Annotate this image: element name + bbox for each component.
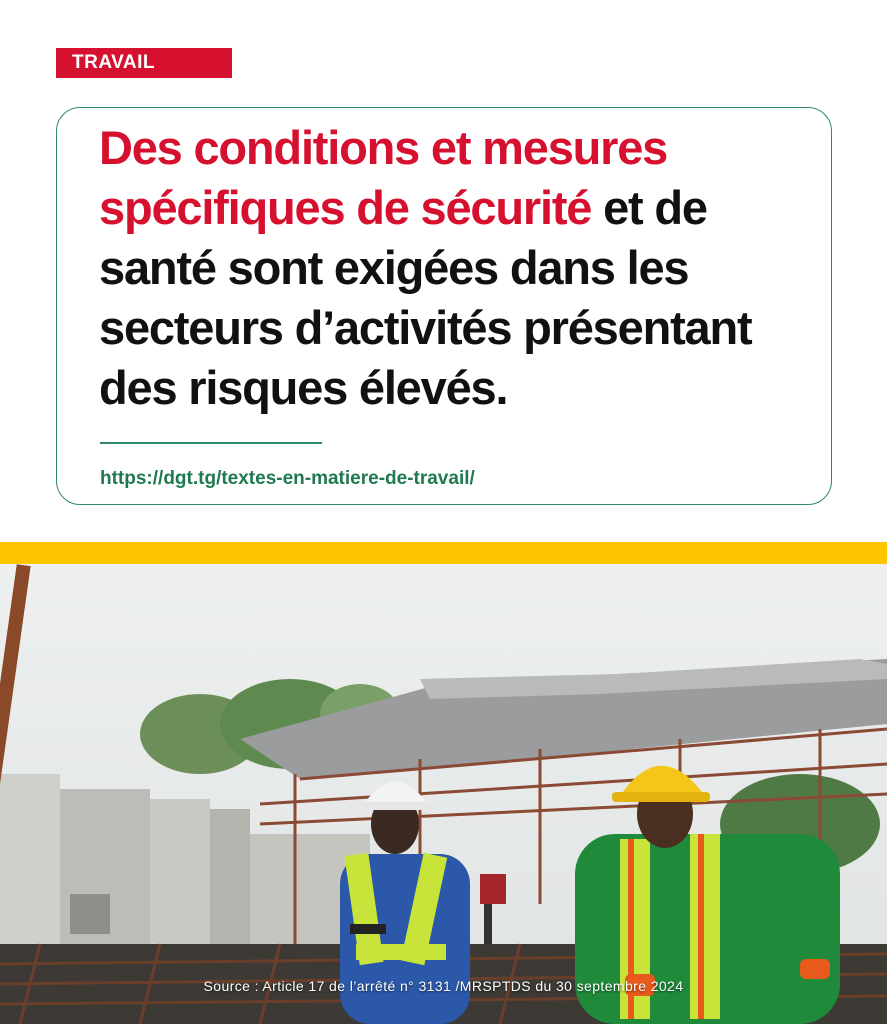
headline-rest: et de santé sont exigées dans les secteurs d’activités présentant des risques élevés. — [99, 181, 752, 414]
source-link[interactable]: https://dgt.tg/textes-en-matiere-de-travail/ — [100, 468, 475, 489]
category-tag — [56, 48, 232, 78]
yellow-band — [0, 542, 887, 564]
category-tag-label: TRAVAIL — [72, 52, 156, 73]
divider — [100, 442, 322, 444]
headline — [99, 118, 799, 418]
source-caption: Source : Article 17 de l’arrêté n° 3131 /MRSPTDS du 30 septembre 2024 — [203, 978, 684, 994]
construction-photo — [0, 564, 887, 1024]
headline-highlight: Des conditions et mesures spécifiques de sécurité — [99, 121, 668, 234]
